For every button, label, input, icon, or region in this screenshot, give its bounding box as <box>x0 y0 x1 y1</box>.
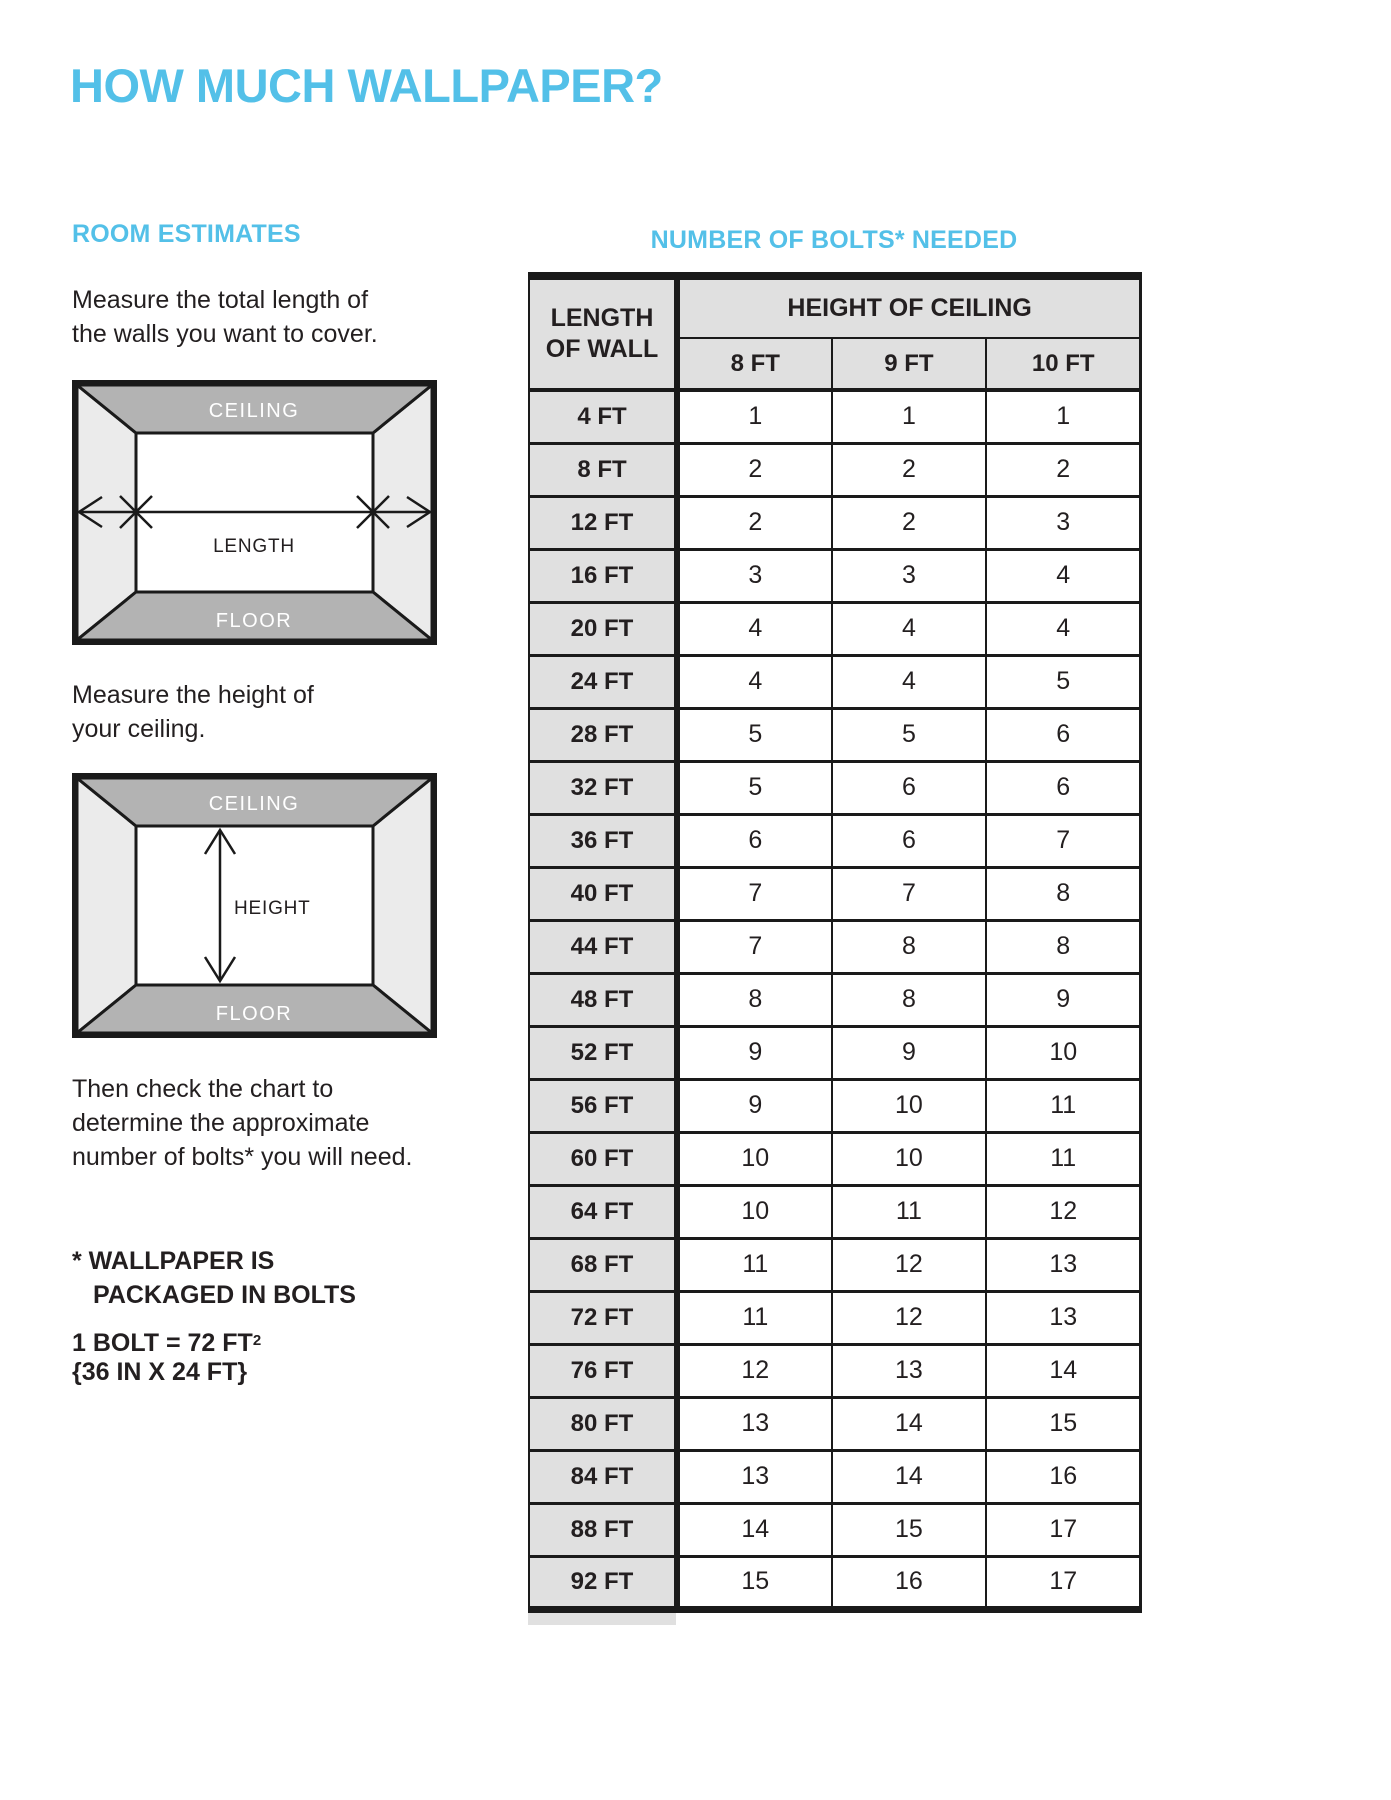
bolt-count-cell: 13 <box>986 1238 1141 1291</box>
bolt-count-cell: 16 <box>832 1556 987 1609</box>
header-line: OF WALL <box>545 335 659 363</box>
wall-length-cell: 16 FT <box>529 549 677 602</box>
wall-length-cell: 36 FT <box>529 814 677 867</box>
height-of-ceiling-header: HEIGHT OF CEILING <box>677 276 1141 338</box>
wall-length-cell: 40 FT <box>529 867 677 920</box>
bolt-count-cell: 8 <box>986 867 1141 920</box>
bolt-count-cell: 4 <box>986 602 1141 655</box>
wall-length-cell: 64 FT <box>529 1185 677 1238</box>
bolt-count-cell: 8 <box>986 920 1141 973</box>
length-room-diagram <box>72 380 437 645</box>
bolt-count-cell: 1 <box>986 390 1141 443</box>
bolt-count-cell: 12 <box>832 1238 987 1291</box>
table-row <box>529 708 1141 761</box>
length-of-wall-header <box>529 276 677 390</box>
bolt-count-cell: 11 <box>677 1238 832 1291</box>
col-header-8ft: 8 FT <box>677 338 832 390</box>
paragraph-line: number of bolts* you will need. <box>72 1143 413 1171</box>
bolt-count-cell: 3 <box>677 549 832 602</box>
bolt-count-cell: 3 <box>986 496 1141 549</box>
bolt-count-cell: 7 <box>986 814 1141 867</box>
bolt-count-cell: 9 <box>986 973 1141 1026</box>
bolt-count-cell: 6 <box>832 814 987 867</box>
bolt-count-cell: 4 <box>677 655 832 708</box>
bolt-count-cell: 15 <box>986 1397 1141 1450</box>
bolt-count-cell: 1 <box>832 390 987 443</box>
floor-label: FLOOR <box>215 610 293 632</box>
bolt-count-cell: 14 <box>832 1450 987 1503</box>
bolt-count-cell: 2 <box>832 443 987 496</box>
bolt-count-cell: 17 <box>986 1556 1141 1609</box>
table-row <box>529 1185 1141 1238</box>
bolt-count-cell: 4 <box>832 655 987 708</box>
bolt-count-cell: 7 <box>677 867 832 920</box>
table-row <box>529 761 1141 814</box>
height-dimension-label: HEIGHT <box>234 898 311 919</box>
wall-length-cell: 60 FT <box>529 1132 677 1185</box>
bolt-count-cell: 13 <box>677 1450 832 1503</box>
wall-length-cell: 68 FT <box>529 1238 677 1291</box>
bolt-count-cell: 6 <box>986 761 1141 814</box>
bolt-count-cell: 11 <box>986 1132 1141 1185</box>
wall-length-cell: 32 FT <box>529 761 677 814</box>
bolt-count-cell: 6 <box>832 761 987 814</box>
table-footer-tab <box>528 1613 676 1625</box>
wall-length-cell: 48 FT <box>529 973 677 1026</box>
bolt-count-cell: 1 <box>677 390 832 443</box>
wall-length-cell: 80 FT <box>529 1397 677 1450</box>
bolt-count-cell: 4 <box>832 602 987 655</box>
bolt-count-cell: 10 <box>832 1132 987 1185</box>
wall-length-cell: 52 FT <box>529 1026 677 1079</box>
bolt-dimensions: {36 IN X 24 FT} <box>72 1358 248 1386</box>
wall-length-cell: 56 FT <box>529 1079 677 1132</box>
paragraph-line: Measure the height of <box>72 681 314 709</box>
bolt-count-cell: 15 <box>677 1556 832 1609</box>
wall-length-cell: 92 FT <box>529 1556 677 1609</box>
header-line: LENGTH <box>550 304 654 332</box>
table-row <box>529 655 1141 708</box>
table-row <box>529 973 1141 1026</box>
bolt-count-cell: 12 <box>677 1344 832 1397</box>
measure-length-paragraph <box>72 283 378 351</box>
bolt-count-cell: 6 <box>677 814 832 867</box>
bolt-count-cell: 10 <box>677 1185 832 1238</box>
bolt-count-cell: 12 <box>832 1291 987 1344</box>
bolt-count-cell: 8 <box>677 973 832 1026</box>
height-room-diagram <box>72 773 437 1038</box>
bolt-count-cell: 7 <box>677 920 832 973</box>
wall-length-cell: 72 FT <box>529 1291 677 1344</box>
bolt-count-cell: 15 <box>832 1503 987 1556</box>
measure-height-paragraph <box>72 678 314 746</box>
col-header-9ft: 9 FT <box>832 338 987 390</box>
bolt-count-cell: 3 <box>832 549 987 602</box>
bolt-count-cell: 2 <box>677 496 832 549</box>
table-row <box>529 1503 1141 1556</box>
bolt-count-cell: 13 <box>832 1344 987 1397</box>
footnote-line: PACKAGED IN BOLTS <box>93 1281 356 1309</box>
table-row <box>529 1132 1141 1185</box>
wall-length-cell: 20 FT <box>529 602 677 655</box>
table-row <box>529 496 1141 549</box>
bolt-count-cell: 5 <box>986 655 1141 708</box>
bolt-table-body <box>529 390 1141 1609</box>
bolt-count-cell: 13 <box>677 1397 832 1450</box>
length-dimension-label: LENGTH <box>213 536 295 557</box>
bolt-count-cell: 2 <box>832 496 987 549</box>
table-row <box>529 1397 1141 1450</box>
bolt-count-cell: 8 <box>832 920 987 973</box>
table-row <box>529 814 1141 867</box>
bolt-count-cell: 9 <box>677 1026 832 1079</box>
table-row <box>529 1291 1141 1344</box>
wall-length-cell: 12 FT <box>529 496 677 549</box>
bolt-count-cell: 9 <box>832 1026 987 1079</box>
col-header-10ft: 10 FT <box>986 338 1141 390</box>
bolt-count-cell: 11 <box>677 1291 832 1344</box>
bolt-count-cell: 12 <box>986 1185 1141 1238</box>
bolt-count-cell: 7 <box>832 867 987 920</box>
bolt-count-cell: 9 <box>677 1079 832 1132</box>
wall-length-cell: 28 FT <box>529 708 677 761</box>
footnote-line: * WALLPAPER IS <box>72 1247 275 1275</box>
paragraph-line: the walls you want to cover. <box>72 320 378 348</box>
bolt-count-cell: 8 <box>832 973 987 1026</box>
floor-label: FLOOR <box>215 1003 293 1025</box>
check-chart-paragraph <box>72 1072 412 1174</box>
bolt-count-cell: 11 <box>832 1185 987 1238</box>
ceiling-label: CEILING <box>208 793 300 815</box>
table-row <box>529 920 1141 973</box>
wallpaper-bolts-footnote <box>72 1244 356 1312</box>
table-row <box>529 1344 1141 1397</box>
paragraph-line: determine the approximate <box>72 1109 370 1137</box>
table-heading: NUMBER OF BOLTS* NEEDED <box>650 226 1018 254</box>
bolt-equation <box>72 1324 261 1360</box>
wall-length-cell: 8 FT <box>529 443 677 496</box>
wall-length-cell: 88 FT <box>529 1503 677 1556</box>
table-row <box>529 549 1141 602</box>
bolt-count-cell: 14 <box>677 1503 832 1556</box>
table-row <box>529 390 1141 443</box>
bolt-count-cell: 5 <box>677 761 832 814</box>
bolt-count-cell: 4 <box>986 549 1141 602</box>
table-row <box>529 443 1141 496</box>
paragraph-line: your ceiling. <box>72 715 206 743</box>
room-estimates-heading: ROOM ESTIMATES <box>72 220 301 248</box>
paragraph-line: Then check the chart to <box>72 1075 334 1103</box>
bolt-count-cell: 2 <box>677 443 832 496</box>
paragraph-line: Measure the total length of <box>72 286 369 314</box>
bolt-count-cell: 6 <box>986 708 1141 761</box>
ceiling-label: CEILING <box>208 400 300 422</box>
bolt-count-cell: 5 <box>832 708 987 761</box>
bolt-count-cell: 14 <box>986 1344 1141 1397</box>
wall-length-cell: 44 FT <box>529 920 677 973</box>
bolts-table-section <box>528 226 1140 1625</box>
table-row <box>529 1450 1141 1503</box>
wall-length-cell: 76 FT <box>529 1344 677 1397</box>
squared-superscript: 2 <box>252 1332 262 1349</box>
bolt-count-cell: 14 <box>832 1397 987 1450</box>
table-row <box>529 1556 1141 1609</box>
bolt-count-cell: 11 <box>986 1079 1141 1132</box>
page-title: HOW MUCH WALLPAPER? <box>70 59 663 112</box>
bolt-count-cell: 2 <box>986 443 1141 496</box>
bolts-table <box>528 272 1142 1613</box>
bolt-count-cell: 10 <box>832 1079 987 1132</box>
bolt-count-cell: 10 <box>677 1132 832 1185</box>
bolt-count-cell: 4 <box>677 602 832 655</box>
wall-length-cell: 4 FT <box>529 390 677 443</box>
bolt-count-cell: 5 <box>677 708 832 761</box>
table-row <box>529 1238 1141 1291</box>
bolt-count-cell: 16 <box>986 1450 1141 1503</box>
bolt-count-cell: 10 <box>986 1026 1141 1079</box>
bolt-equation-text: 1 BOLT = 72 FT <box>72 1329 253 1357</box>
bolt-count-cell: 13 <box>986 1291 1141 1344</box>
table-row <box>529 602 1141 655</box>
bolt-count-cell: 17 <box>986 1503 1141 1556</box>
table-row <box>529 1026 1141 1079</box>
table-row <box>529 1079 1141 1132</box>
header-row-1 <box>529 276 1141 338</box>
table-row <box>529 867 1141 920</box>
wall-length-cell: 84 FT <box>529 1450 677 1503</box>
wall-length-cell: 24 FT <box>529 655 677 708</box>
